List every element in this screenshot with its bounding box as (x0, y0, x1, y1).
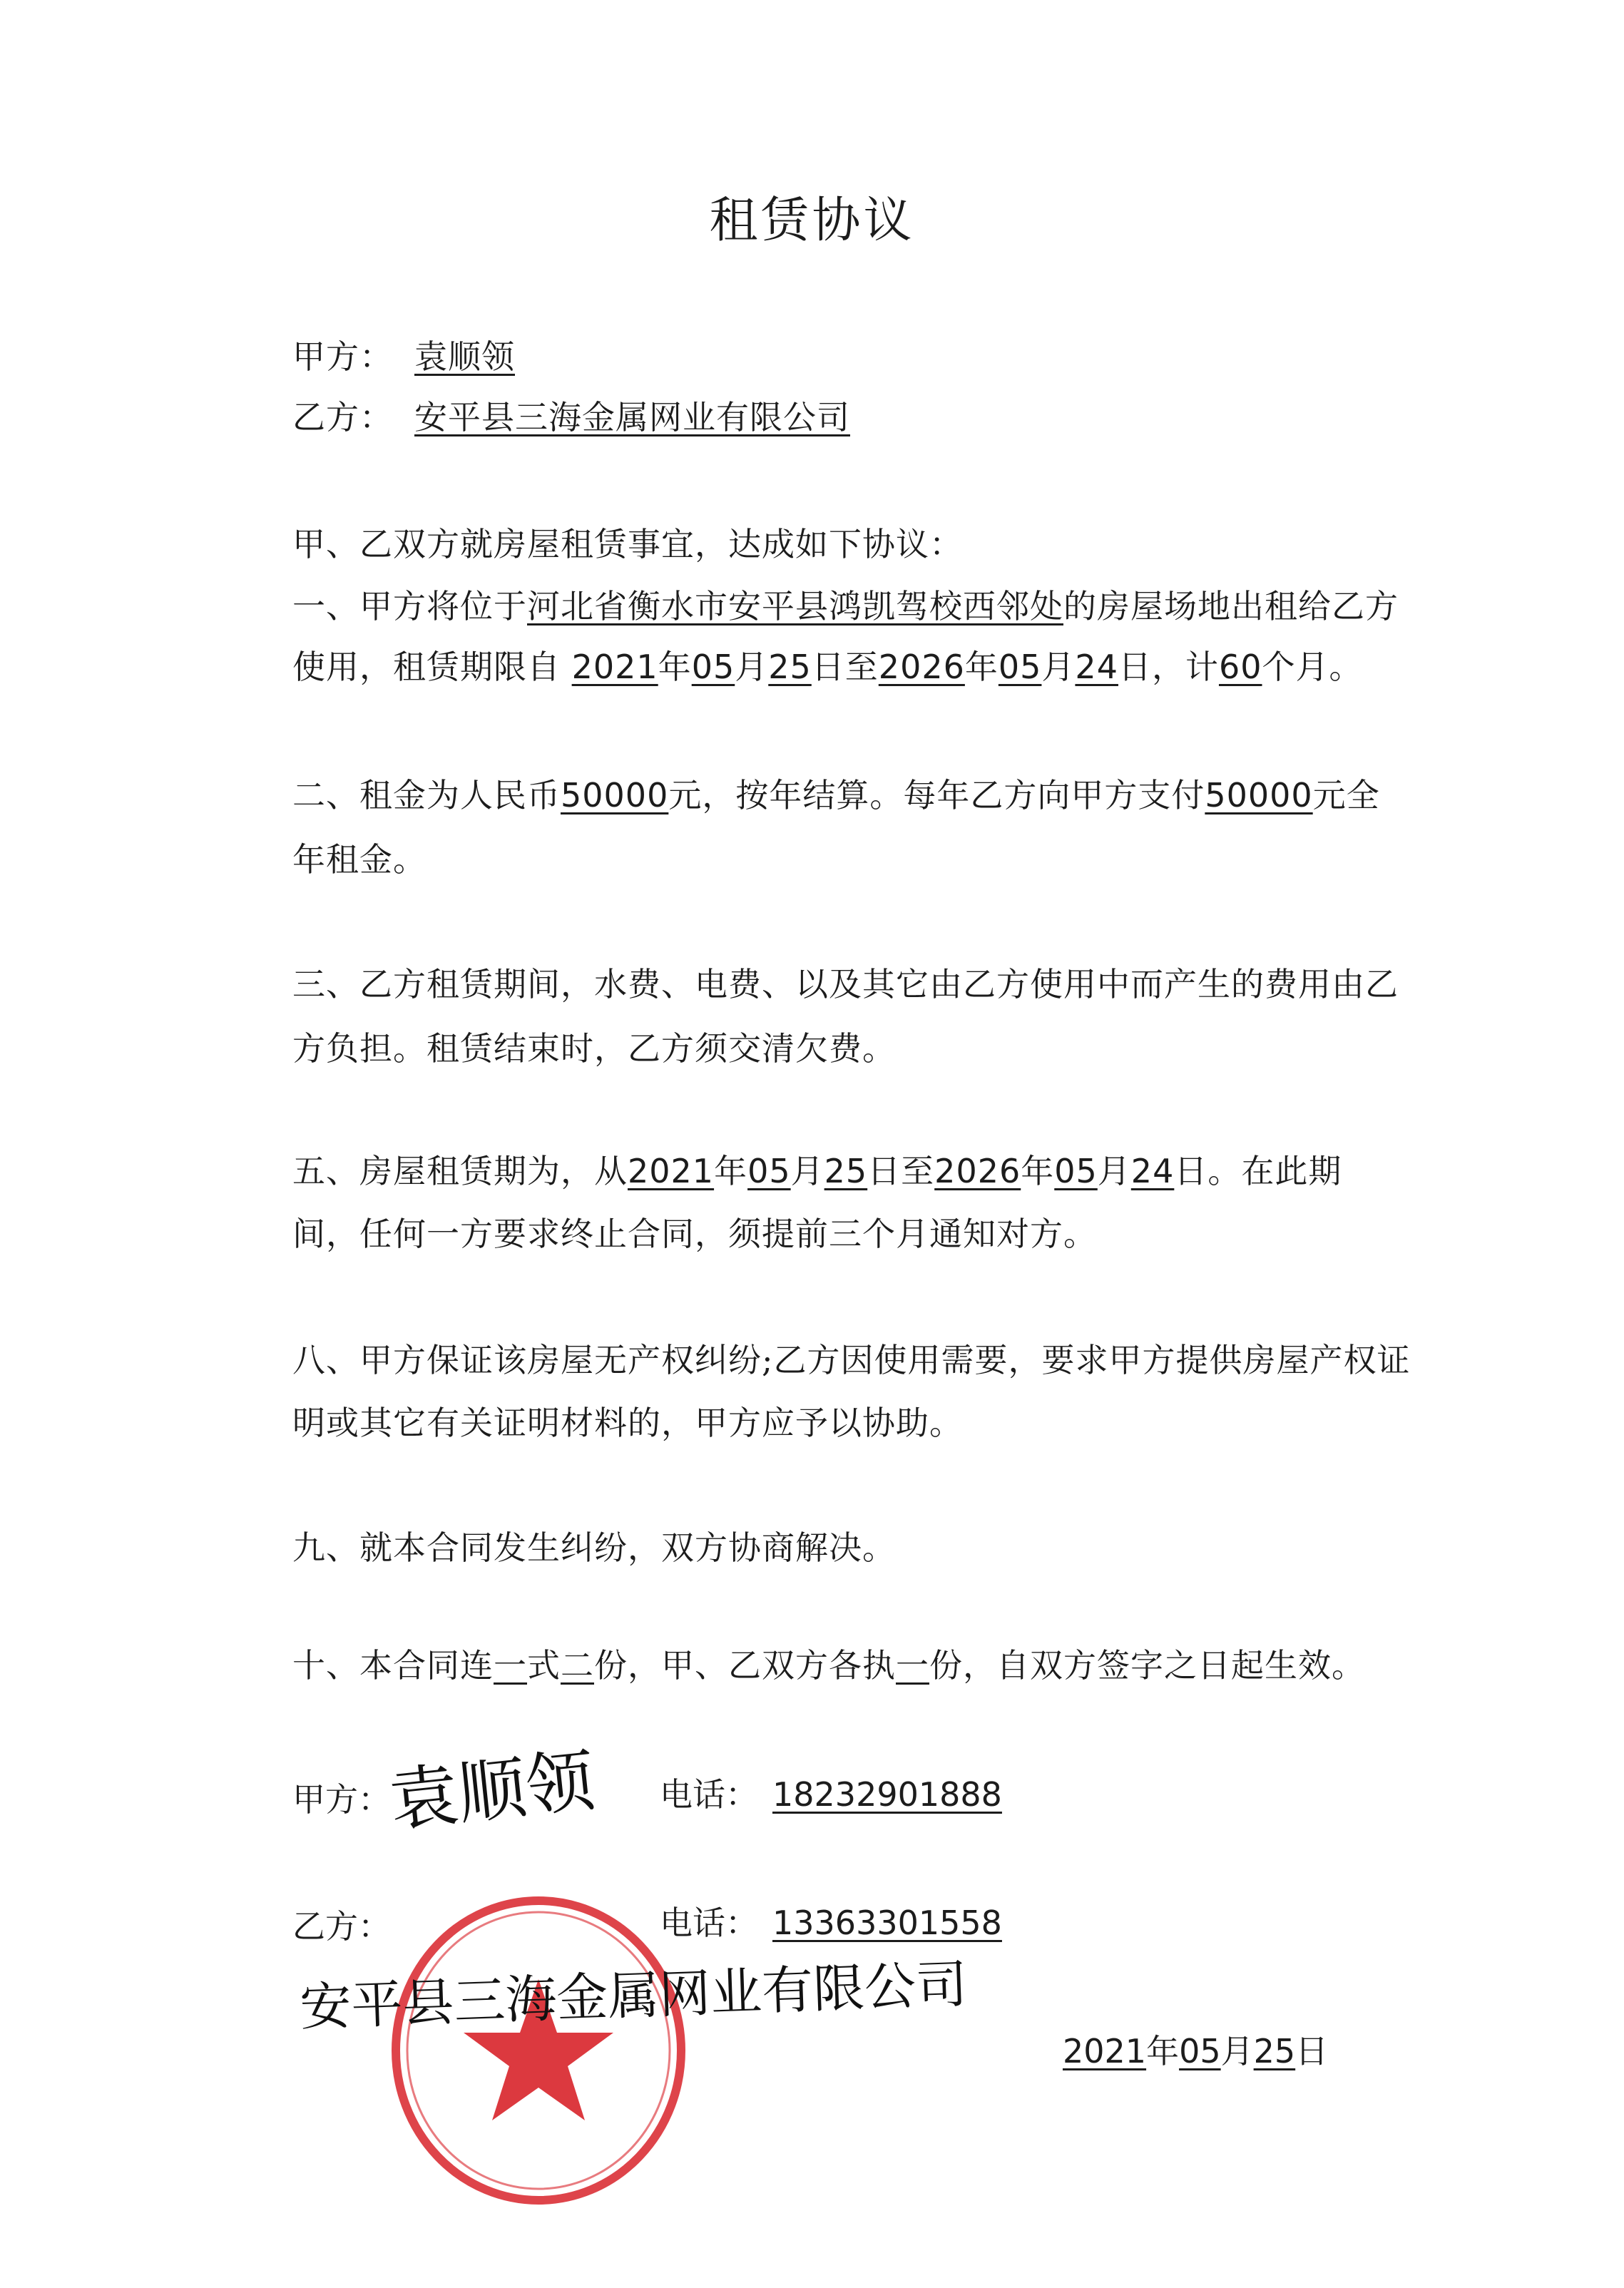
day-to: 日至 (867, 1152, 935, 1190)
clause-8-line-1: 八、甲方保证该房屋无产权纠纷;乙方因使用需要，要求甲方提供房屋产权证 (292, 1341, 1411, 1379)
party-b-signature: 安平县三海金属网业有限公司 (299, 1954, 969, 2038)
year-unit: 年 (658, 648, 692, 686)
clause-10 (292, 1644, 1365, 1687)
term-end-month: 05 (1054, 1152, 1098, 1190)
party-a-phone-row (660, 1769, 1002, 1816)
clause-5-line-1 (292, 1150, 1342, 1192)
end-year: 2026 (878, 648, 965, 686)
end-month: 05 (998, 648, 1042, 686)
term-end-year: 2026 (934, 1152, 1021, 1190)
rent-amount: 50000 (561, 776, 669, 814)
party-b-phone-row (660, 1897, 1002, 1944)
clause-8-line-2: 明或其它有关证明材料的，甲方应予以协助。 (292, 1404, 963, 1442)
phone-label: 电话： (660, 1904, 758, 1942)
clause-2-prefix: 二、租金为人民币 (292, 776, 561, 814)
month-unit: 月 (790, 1152, 824, 1190)
clause-1-suffix: 的房屋场地出租给乙方 (1063, 587, 1399, 625)
copies-one: 一 (494, 1646, 527, 1685)
month-unit: 月 (1220, 2032, 1254, 2070)
month-unit: 月 (1097, 1152, 1131, 1190)
start-day: 25 (768, 648, 812, 686)
clause-3-line-1: 三、乙方租赁期间，水费、电费、以及其它由乙方使用中而产生的费用由乙 (292, 965, 1399, 1003)
month-unit: 月 (735, 648, 769, 686)
start-year: 2021 (571, 648, 658, 686)
phone-label: 电话： (660, 1775, 758, 1814)
copies-each: 一 (896, 1646, 929, 1685)
lease-months: 60 (1218, 648, 1262, 686)
clause-10-suffix: 份，自双方签字之日起生效。 (929, 1646, 1365, 1685)
clause-1-term-prefix: 使用，租赁期限自 (292, 648, 561, 686)
copies-style: 式 (527, 1646, 561, 1685)
company-seal (389, 1894, 688, 2207)
party-a-phone: 18232901888 (772, 1775, 1002, 1814)
year-unit: 年 (1146, 2032, 1180, 2070)
term-end-day: 24 (1130, 1152, 1175, 1190)
party-b-phone: 13363301558 (772, 1904, 1002, 1942)
day-unit: 日 (1295, 2032, 1329, 2070)
term-start-month: 05 (747, 1152, 791, 1190)
end-day: 24 (1075, 648, 1118, 686)
date-month: 05 (1179, 2032, 1221, 2070)
clause-2-middle: 元，按年结算。每年乙方向甲方支付 (668, 776, 1205, 814)
intro-text: 甲、乙双方就房屋租赁事宜，达成如下协议： (292, 525, 963, 563)
clause-5-prefix: 五、房屋租赁期为，从 (292, 1152, 628, 1190)
party-b-label: 乙方： (292, 398, 393, 436)
clause-1-prefix: 一、甲方将位于 (292, 587, 527, 625)
start-month: 05 (691, 648, 735, 686)
party-a-name: 袁顺领 (414, 337, 515, 376)
term-start-day: 25 (824, 1152, 868, 1190)
sign-a-label: 甲方： (292, 1780, 391, 1819)
party-a-label: 甲方： (292, 337, 393, 376)
year-unit: 年 (1021, 1152, 1055, 1190)
date-year: 2021 (1063, 2032, 1147, 2070)
year-unit: 年 (714, 1152, 748, 1190)
clause-3-line-2: 方负担。租赁结束时，乙方须交清欠费。 (292, 1029, 896, 1068)
term-start-year: 2021 (628, 1152, 715, 1190)
clause-5-suffix: 日。在此期 (1174, 1152, 1342, 1190)
party-a-row (292, 335, 515, 378)
property-location: 河北省衡水市安平县鸿凯驾校西邻处 (527, 587, 1063, 625)
clause-2-suffix: 元全 (1312, 776, 1380, 814)
annual-payment: 50000 (1205, 776, 1313, 814)
party-a-signature: 袁顺领 (385, 1740, 598, 1842)
month-unit: 月 (1041, 648, 1076, 686)
day-to: 日至 (811, 648, 879, 686)
clause-1-line-2 (292, 645, 1363, 688)
sign-b-label: 乙方： (292, 1907, 391, 1946)
clause-9: 九、就本合同发生纠纷，双方协商解决。 (292, 1528, 896, 1567)
copies-count: 二 (561, 1646, 594, 1685)
clause-2-line-2: 年租金。 (292, 840, 427, 879)
year-unit: 年 (964, 648, 999, 686)
clause-1-line-1 (292, 585, 1399, 628)
clause-5-line-2: 间，任何一方要求终止合同，须提前三个月通知对方。 (292, 1215, 1097, 1253)
date-day: 25 (1253, 2032, 1296, 2070)
clause-10-prefix: 十、本合同连 (292, 1646, 494, 1685)
clause-10-middle: 份，甲、乙双方各执 (594, 1646, 896, 1685)
months-suffix: 个月。 (1262, 648, 1363, 686)
document-title: 租赁协议 (709, 193, 915, 249)
clause-2-line-1 (292, 774, 1380, 817)
signing-date (1063, 2026, 1328, 2073)
party-b-name: 安平县三海金属网业有限公司 (414, 398, 850, 436)
day-total: 日，计 (1118, 648, 1219, 686)
party-b-row (292, 396, 850, 439)
